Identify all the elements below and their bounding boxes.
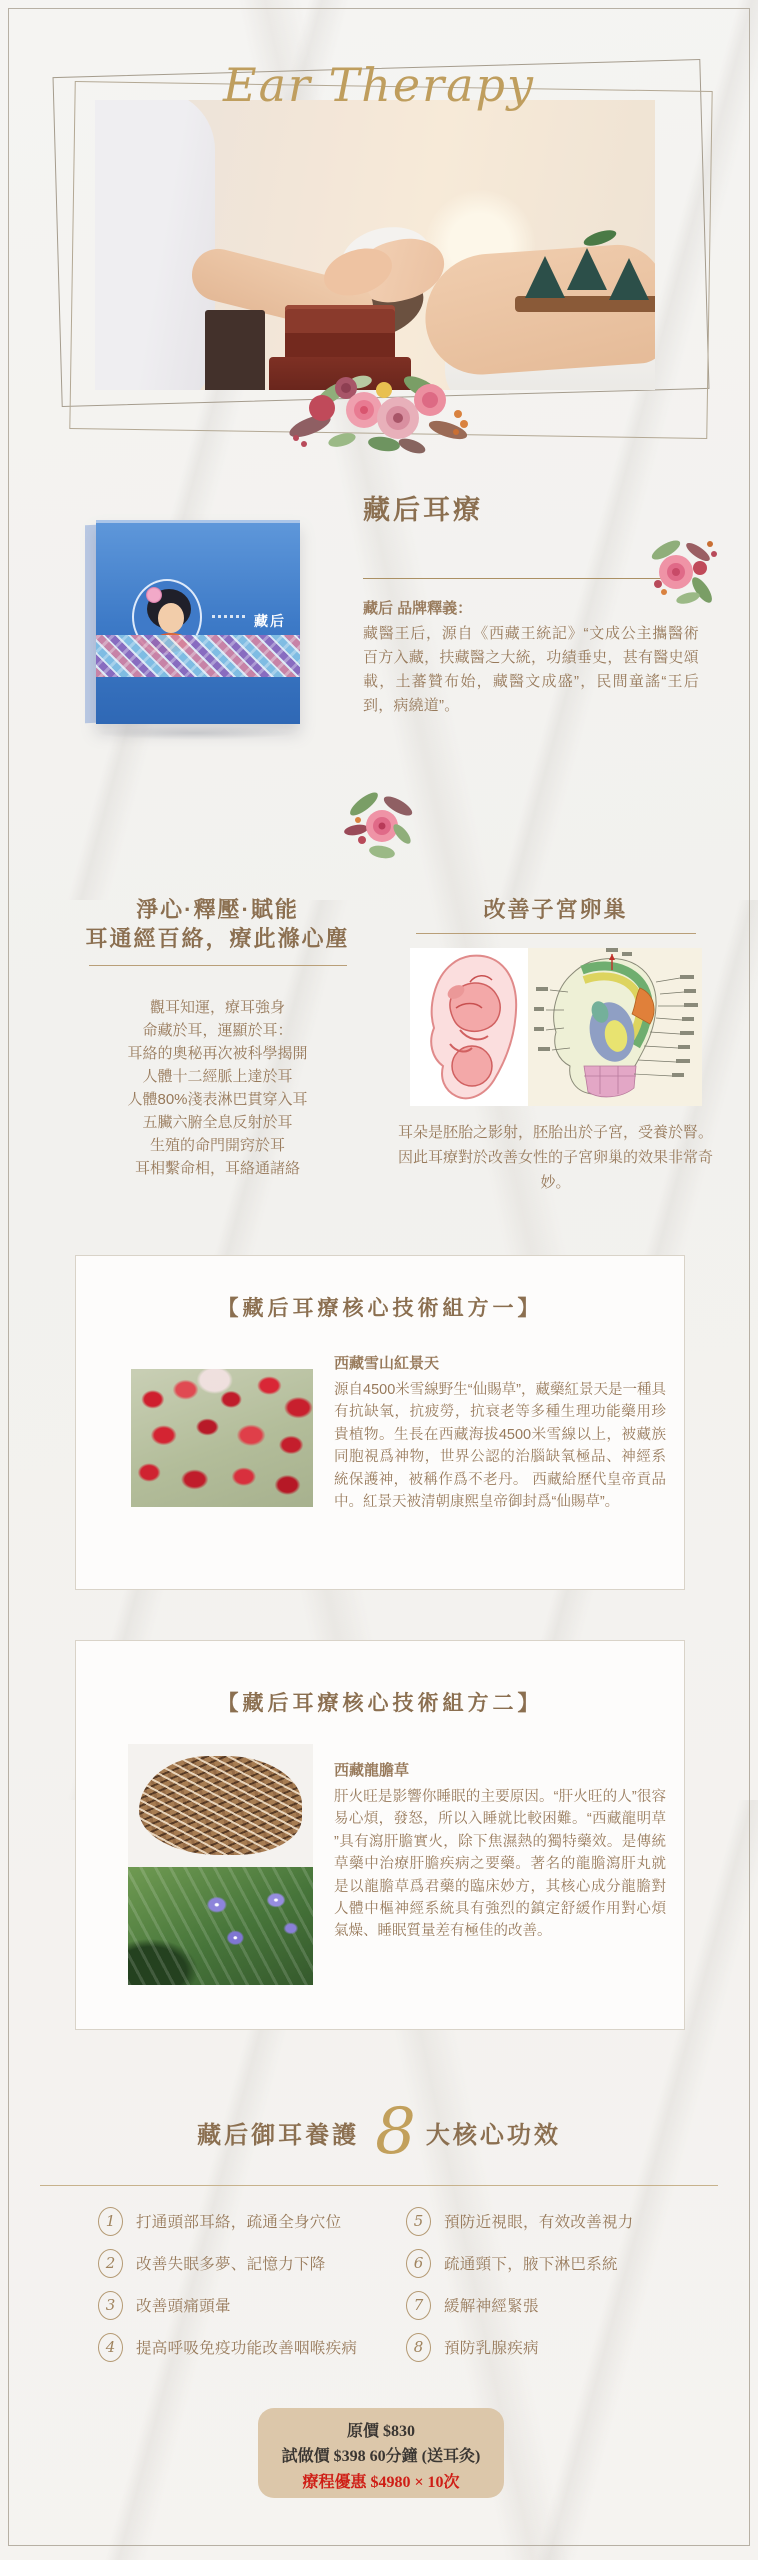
ear-acupoint-map <box>528 948 702 1106</box>
efficacy-title-suffix: 大核心功效 <box>425 2121 561 2149</box>
left-heading-line2: 耳通經百絡，療此滌心塵 <box>85 926 350 951</box>
benefit-line: 人體十二經脈上達於耳 <box>142 1068 293 1085</box>
benefit-line: 耳相繫命相，耳絡通諸絡 <box>134 1160 300 1177</box>
rhodiola-flowers-image <box>131 1369 313 1507</box>
benefit-line: 觀耳知運，療耳強身 <box>149 999 285 1016</box>
item-number-circle: 7 <box>406 2291 431 2320</box>
uterus-caption: 耳朵是胚胎之影射，胚胎出於子宮，受養於腎。因此耳療對於改善女性的子宮卵巢的效果非常奇妙。 <box>398 1124 714 1191</box>
item-text: 預防近視眼，有效改善視力 <box>444 2214 634 2231</box>
item-text: 提高呼吸免疫功能改善咽喉疾病 <box>136 2340 358 2357</box>
efficacy-heading <box>0 2095 758 2169</box>
item-text: 預防乳腺疾病 <box>444 2340 539 2357</box>
box-tagline-marks <box>212 615 248 618</box>
item-text: 疏通頸下，腋下淋巴系統 <box>444 2256 618 2273</box>
efficacy-item <box>406 2333 676 2362</box>
box-side-face <box>85 525 96 724</box>
formula-one-heading: 【藏后耳療核心技術組方一】 <box>217 1297 543 1320</box>
gentian-roots-image <box>128 1744 313 1867</box>
benefit-line: 命藏於耳，運顯於耳： <box>142 1022 293 1039</box>
ear-fetus-illustration <box>410 948 528 1106</box>
box-front-face <box>96 520 300 724</box>
left-divider <box>89 965 347 966</box>
item-number-circle: 2 <box>98 2249 123 2278</box>
therapist-figure <box>95 100 215 390</box>
trial-price: 試做價 $398 60分鐘 (送耳灸) <box>281 2448 481 2465</box>
herb-description: 肝火旺是影響你睡眠的主要原因。“肝火旺的人”很容易心煩，發怒，所以入睡就比較困難。“西藏龍明草 ”具有瀉肝膽實火，除下焦濕熱的獨特藥效。是傳統草藥中治療肝膽疾病之要藥。著名的龍膽瀉肝丸就是以龍膽草爲君藥的臨床妙方，其核心成分龍膽對人體中樞神經系統具有強烈的鎮定舒緩作用對心煩氣燥、睡眠質量差有極佳的改善。 <box>334 1789 666 1940</box>
incense-cone <box>525 256 565 298</box>
right-heading: 改善子宮卵巢 <box>483 897 628 922</box>
incense-cone <box>609 258 649 300</box>
ear-massage-photo <box>95 100 655 390</box>
item-text: 打通頭部耳絡，疏通全身穴位 <box>136 2214 342 2231</box>
wooden-crate <box>205 310 265 390</box>
item-number-circle: 4 <box>98 2333 123 2362</box>
item-number-circle: 1 <box>98 2207 123 2236</box>
herb-name: 西藏雪山紅景天 <box>334 1355 440 1372</box>
benefit-line: 生殖的命門開窍於耳 <box>149 1137 285 1154</box>
efficacy-item <box>98 2249 406 2278</box>
benefit-line: 五臟六腑全息反射於耳 <box>142 1114 293 1131</box>
formula-two-card <box>75 1640 685 2030</box>
ear-meridian-column <box>70 895 365 1180</box>
efficacy-item <box>406 2249 676 2278</box>
formula-one-text <box>334 1352 666 1513</box>
efficacy-item <box>98 2291 406 2320</box>
item-number-circle: 6 <box>406 2249 431 2278</box>
tibetan-pattern-band <box>96 635 300 677</box>
ear-diagram-images <box>410 948 702 1106</box>
incense-cone <box>567 248 607 290</box>
box-shadow <box>95 726 295 740</box>
right-divider <box>416 933 696 934</box>
efficacy-title-number: 8 <box>375 2095 416 2169</box>
benefit-line: 耳絡的奧秘再次被科學揭開 <box>127 1045 308 1062</box>
flower-bouquet-icon <box>272 348 486 466</box>
original-price: 原價 $830 <box>346 2423 415 2440</box>
box-logo-text: 藏后 <box>254 613 286 629</box>
herb-description: 源自4500米雪線野生“仙賜草”，藏藥紅景天是一種具有抗缺氧，抗疲勞，抗衰老等多種生理功能藥用珍貴植物。生長在西藏海拔4500米雪線以上，被藏族同胞視爲神物，世界公認的治腦缺氧極品、神經系統保護神，被稱作爲不老丹。 西藏給歷代皇帝貢品中。紅景天被清朝康熙皇帝御封爲“仙賜草”。 <box>334 1382 666 1511</box>
efficacy-item <box>406 2207 676 2236</box>
formula-one-card <box>75 1255 685 1590</box>
item-text: 改善失眠多夢、記憶力下降 <box>136 2256 326 2273</box>
item-number-circle: 8 <box>406 2333 431 2362</box>
item-number-circle: 3 <box>98 2291 123 2320</box>
item-number-circle: 5 <box>406 2207 431 2236</box>
flower-accent-center-icon <box>338 782 422 874</box>
left-body-lines <box>70 996 365 1180</box>
item-text: 改善頭痛頭暈 <box>136 2298 231 2315</box>
gentian-flowers-image <box>128 1867 313 1985</box>
benefit-line: 人體80%淺表淋巴貫穿入耳 <box>127 1091 308 1108</box>
formula-two-text <box>334 1759 666 1943</box>
course-price: 療程優惠 $4980 × 10次 <box>302 2474 460 2491</box>
hero-title: Ear Therapy <box>223 58 535 112</box>
item-text: 緩解神經緊張 <box>444 2298 539 2315</box>
brand-meaning-body: 藏醫王后，源自《西藏王統記》“文成公主攜醫術百方入藏，扶藏醫之大統，功績垂史，甚有醫史頌載，土蕃贊布始，藏醫文成盛”，民間童謠“王后到，病繞道”。 <box>363 625 699 714</box>
efficacy-item <box>98 2207 406 2236</box>
product-box-image <box>85 520 300 732</box>
herb-name: 西藏龍膽草 <box>334 1762 410 1779</box>
efficacy-item <box>406 2291 676 2320</box>
brand-meaning-label: 藏后 品牌釋義： <box>363 600 473 617</box>
efficacy-list <box>98 2200 676 2368</box>
uterus-ovary-column <box>398 895 713 1195</box>
efficacy-divider <box>40 2185 718 2186</box>
brand-divider <box>363 578 681 579</box>
flower-accent-icon <box>636 532 722 622</box>
efficacy-title-prefix: 藏后御耳養護 <box>197 2121 360 2149</box>
brand-title: 藏后耳療 <box>363 495 483 525</box>
efficacy-item <box>98 2333 406 2362</box>
left-heading-line1: 淨心·釋壓·賦能 <box>136 897 299 922</box>
formula-two-heading: 【藏后耳療核心技術組方二】 <box>217 1692 543 1715</box>
pricing-box <box>258 2408 504 2498</box>
